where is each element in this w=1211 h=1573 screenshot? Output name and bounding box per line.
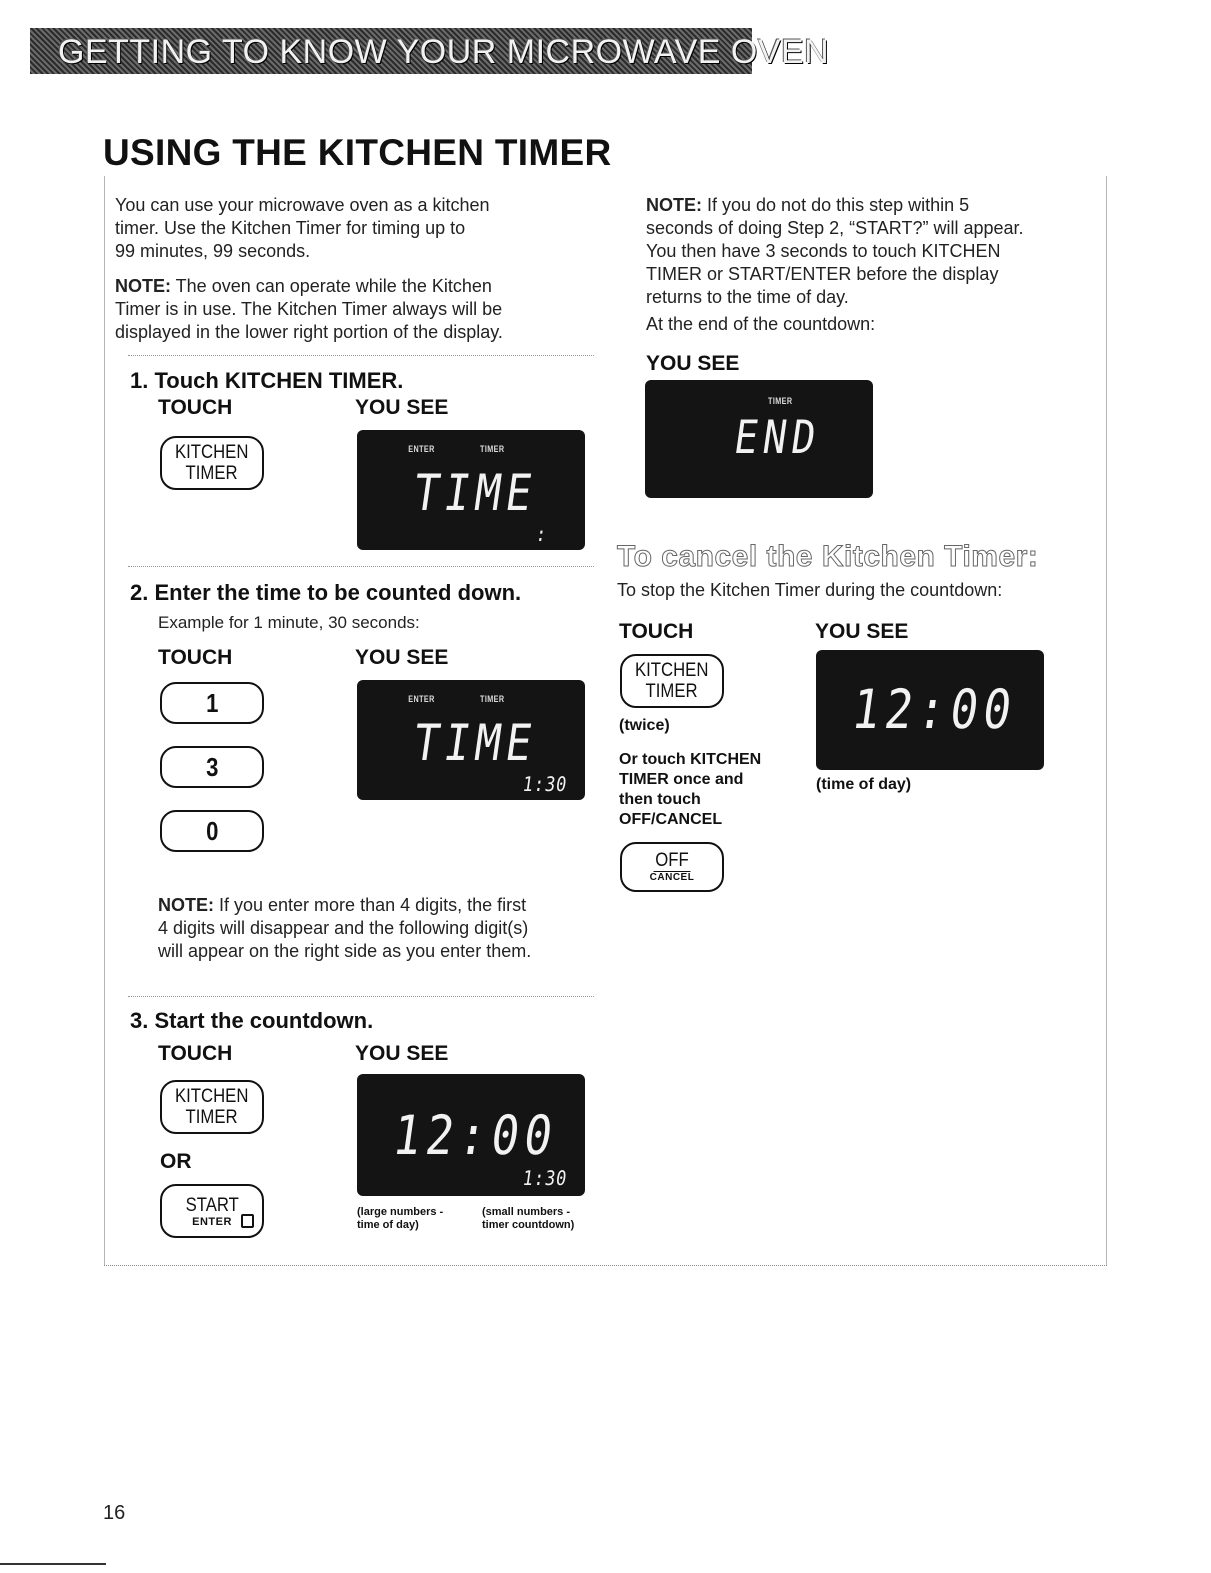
- separator: [128, 996, 594, 997]
- caption-large-numbers: [357, 1206, 443, 1232]
- kitchen-timer-button[interactable]: [160, 1080, 264, 1134]
- note-label: NOTE:: [646, 195, 702, 215]
- key-label: KITCHEN: [175, 442, 249, 463]
- note-text: 4 digits will disappear and the following digit(s): [158, 918, 529, 938]
- display-small-text: 1:30: [521, 1166, 569, 1190]
- kitchen-timer-button[interactable]: [160, 436, 264, 490]
- time-of-day-caption: (time of day): [816, 776, 912, 793]
- caption-line: time of day): [357, 1219, 419, 1231]
- separator: [128, 355, 594, 356]
- display-main-text: TIME: [409, 714, 541, 772]
- display-small-text: 1:30: [521, 772, 569, 796]
- key-label: KITCHEN: [175, 1086, 249, 1107]
- cancel-alternative: [619, 750, 819, 830]
- key-label: KITCHEN: [635, 660, 709, 681]
- digit-0-button[interactable]: [160, 810, 264, 852]
- note-label: NOTE:: [115, 276, 171, 296]
- you-see-label: YOU SEE: [646, 352, 740, 375]
- off-cancel-button[interactable]: [620, 842, 724, 892]
- display-small-text: :: [534, 522, 549, 546]
- intro-paragraph: [115, 194, 595, 263]
- display-end: [645, 380, 873, 498]
- touch-label: TOUCH: [158, 1042, 233, 1065]
- touch-label: TOUCH: [158, 396, 233, 419]
- alt-line: TIMER once and: [619, 771, 744, 788]
- display-main-text: TIME: [409, 464, 541, 522]
- display-timer-indicator: TIMER: [480, 444, 505, 454]
- end-of-countdown-text: At the end of the countdown:: [646, 314, 876, 334]
- alt-line: Or touch KITCHEN: [619, 751, 762, 768]
- display-enter-indicator: ENTER: [408, 694, 435, 704]
- intro-line: 99 minutes, 99 seconds.: [115, 241, 311, 261]
- step3-title: 3. Start the countdown.: [130, 1008, 374, 1033]
- page-title: USING THE KITCHEN TIMER: [103, 132, 612, 173]
- note-text: Timer is in use. The Kitchen Timer always will be: [115, 299, 503, 319]
- key-label: 0: [205, 815, 219, 846]
- display-step2: [357, 680, 585, 800]
- you-see-label: YOU SEE: [355, 1042, 449, 1065]
- digit-1-button[interactable]: [160, 682, 264, 724]
- note-text: You then have 3 seconds to touch KITCHEN: [646, 241, 1001, 261]
- caption-line: timer countdown): [482, 1219, 575, 1231]
- intro-note: [115, 275, 595, 344]
- or-label: OR: [160, 1150, 192, 1173]
- key-sublabel: CANCEL: [649, 872, 695, 883]
- display-step3: [357, 1074, 585, 1196]
- note-text: TIMER or START/ENTER before the display: [646, 264, 999, 284]
- caption-line: (small numbers -: [482, 1206, 571, 1218]
- you-see-label: YOU SEE: [355, 646, 449, 669]
- display-cancel: [816, 650, 1044, 770]
- key-label: TIMER: [185, 463, 239, 484]
- key-label: TIMER: [645, 681, 699, 702]
- caption-line: (large numbers -: [357, 1206, 444, 1218]
- display-main-text: 12:00: [848, 678, 1021, 741]
- lock-icon: [241, 1214, 254, 1228]
- digit-3-button[interactable]: [160, 746, 264, 788]
- start-enter-button[interactable]: [160, 1184, 264, 1238]
- touch-label: TOUCH: [158, 646, 233, 669]
- key-label: 3: [205, 751, 219, 782]
- note-text: returns to the time of day.: [646, 287, 849, 307]
- cancel-intro: To stop the Kitchen Timer during the countdown:: [617, 580, 1003, 600]
- touch-label: TOUCH: [619, 620, 694, 643]
- key-label: TIMER: [185, 1107, 239, 1128]
- cancel-heading: To cancel the Kitchen Timer:: [617, 540, 1039, 573]
- note-text: will appear on the right side as you enter them.: [158, 941, 532, 961]
- twice-label: (twice): [619, 717, 670, 734]
- display-timer-indicator: TIMER: [768, 396, 793, 406]
- note-label: NOTE:: [158, 895, 214, 915]
- caption-small-numbers: [482, 1206, 574, 1232]
- note-text: If you do not do this step within 5: [702, 195, 970, 215]
- you-see-label: YOU SEE: [815, 620, 909, 643]
- you-see-label: YOU SEE: [355, 396, 449, 419]
- section-banner-text: GETTING TO KNOW YOUR MICROWAVE OVEN: [58, 33, 830, 71]
- note-text: If you enter more than 4 digits, the first: [214, 895, 527, 915]
- display-main-text: 12:00: [389, 1104, 562, 1167]
- key-label: 1: [205, 687, 219, 718]
- note-text: displayed in the lower right portion of the display.: [115, 322, 503, 342]
- key-label: START: [185, 1194, 239, 1216]
- alt-line: OFF/CANCEL: [619, 811, 723, 828]
- display-step1: [357, 430, 585, 550]
- note-text: The oven can operate while the Kitchen: [171, 276, 492, 296]
- step2-title: 2. Enter the time to be counted down.: [130, 580, 522, 605]
- step1-title: 1. Touch KITCHEN TIMER.: [130, 368, 404, 393]
- note-text: seconds of doing Step 2, “START?” will appear.: [646, 218, 1024, 238]
- frame-left-border: [104, 176, 105, 1266]
- footer-rule: [0, 1563, 106, 1565]
- step2-note: [158, 894, 598, 963]
- key-label: OFF: [655, 850, 689, 871]
- display-main-text: END: [730, 410, 825, 464]
- separator: [128, 566, 594, 567]
- frame-bottom-border: [104, 1265, 1107, 1266]
- key-sublabel: ENTER: [192, 1215, 232, 1228]
- display-timer-indicator: TIMER: [480, 694, 505, 704]
- alt-line: then touch: [619, 791, 701, 808]
- kitchen-timer-button[interactable]: [620, 654, 724, 708]
- step2-example: Example for 1 minute, 30 seconds:: [158, 613, 420, 632]
- intro-line: You can use your microwave oven as a kitchen: [115, 195, 490, 215]
- intro-line: timer. Use the Kitchen Timer for timing up to: [115, 218, 466, 238]
- frame-right-border: [1106, 176, 1107, 1266]
- page-number: 16: [103, 1502, 126, 1524]
- right-note: [646, 194, 1086, 309]
- display-enter-indicator: ENTER: [408, 444, 435, 454]
